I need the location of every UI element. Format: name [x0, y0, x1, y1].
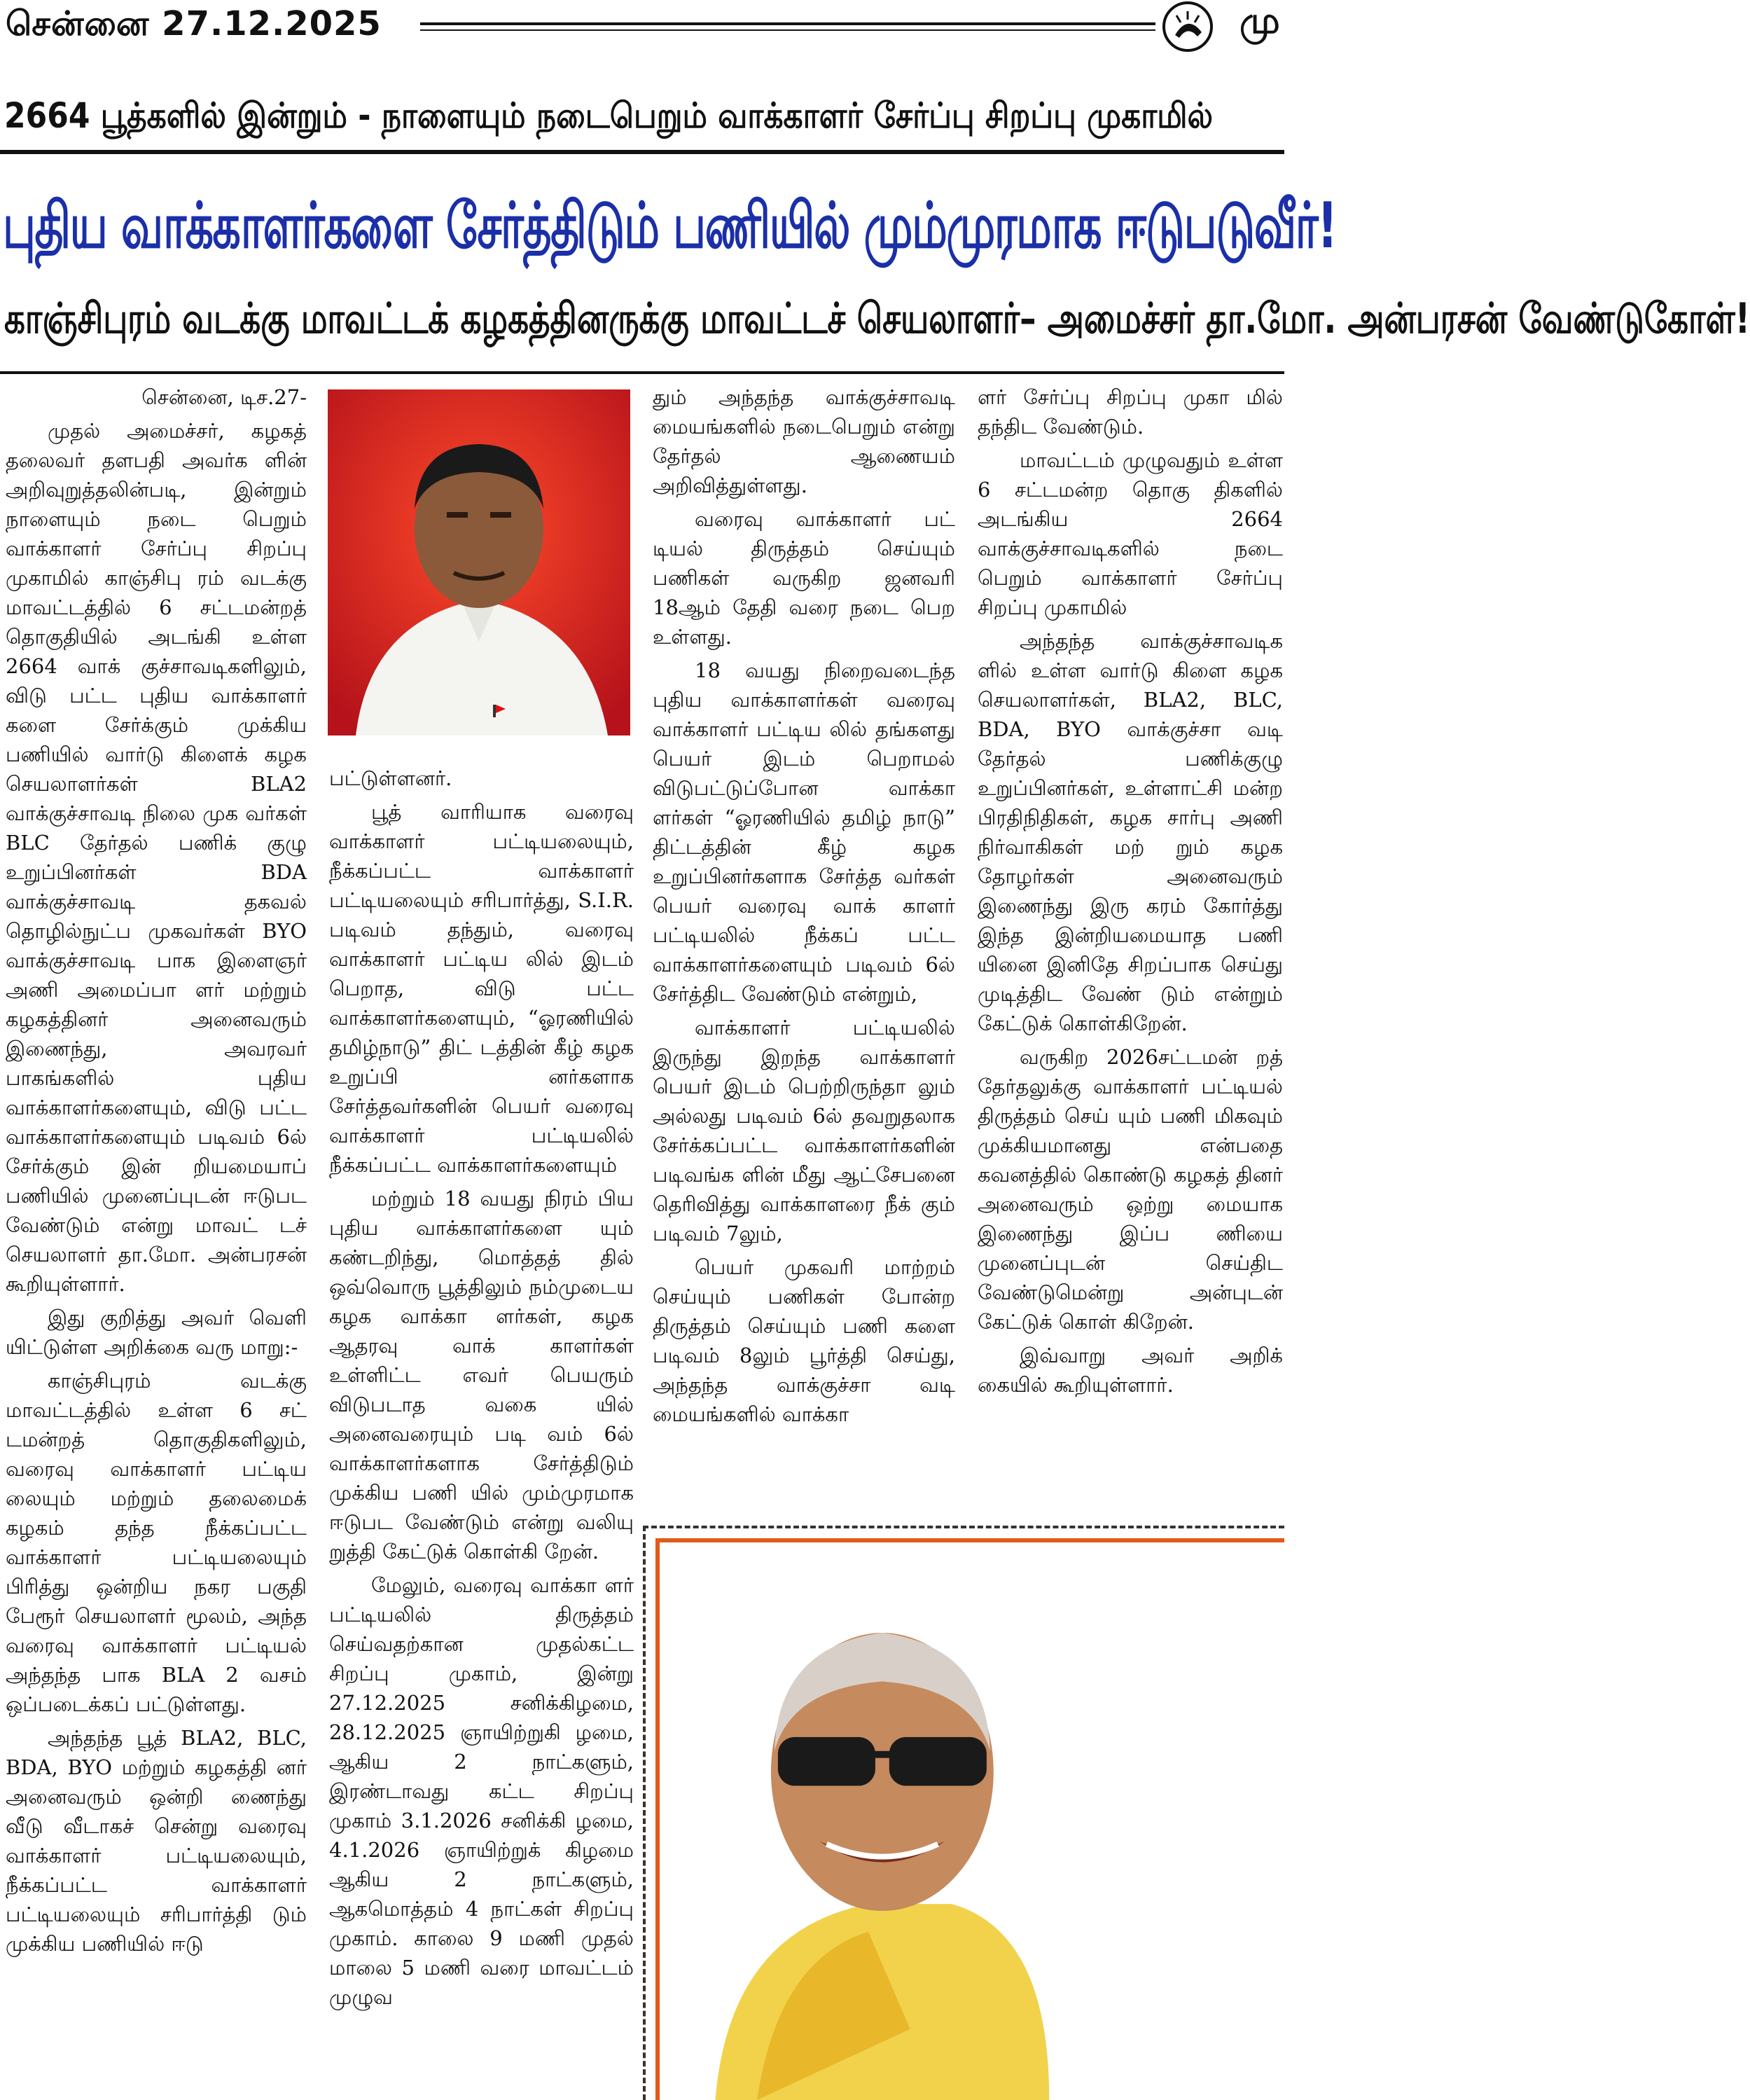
paragraph: இது குறித்து அவர் வெளி யிட்டுள்ள அறிக்கை வரு மாறு:-: [6, 1306, 307, 1359]
article-column-1: [6, 382, 307, 2099]
rising-sun-emblem-icon: [1162, 1, 1213, 52]
paragraph: அந்தந்த வாக்குச்சாவடிக ளில் உள்ள வார்டு கிளை கழக செயலாளர்கள், BLA2, BLC, BDA, BYO வாக்குச்சா வடி தேர்தல் பணிக்குழு உறுப்பினர்கள், உள்ளாட்சி மன்ற பிரதிநிதிகள், கழக சார்பு அணி நிர்வாகிகள் மற் றும் கழக தோழர்கள் அனைவரும் இணைந்து இரு கரம் கோர்த்து இந்த இன்றியமையாத பணி யினை இனிதே சிறப்பாக செய்து முடித்திட வேண் டும் என்றும் கேட்டுக் கொள்கிறேன்.: [978, 629, 1283, 1035]
article-column-3: [653, 382, 955, 1517]
paragraph: மேலும், வரைவு வாக்கா ளர் பட்டியலில் திருத்தம் செய்வதற்கான முதல்கட்ட சிறப்பு முகாம், இன்று 27.12.2025 சனிக்கிழமை, 28.12.2025 ஞாயிற்றுகி ழமை, ஆகிய 2 நாட்களும், இரண்டாவது கட்ட சிறப்பு முகாம் 3.1.2026 சனிக்கி ழமை, 4.1.2026 ஞாயிற்றுக் கிழமை ஆகிய 2 நாட்களும், ஆகமொத்தம் 4 நாட்கள் சிறப்பு முகாம். காலை 9 மணி முதல் மாலை 5 மணி வரை மாவட்டம் முழுவ: [329, 1573, 634, 2009]
sub-headline: காஞ்சிபுரம் வடக்கு மாவட்டக் கழகத்தினருக்கு மாவட்டச் செயலாளர்– அமைச்சர் தா.மோ. அன்பரசன் வேண்டுகோள்!: [4, 294, 1750, 343]
paragraph: வரைவு வாக்காளர் பட் டியல் திருத்தம் செய்யும் பணிகள் வருகிற ஜனவரி 18ஆம் தேதி வரை நடை பெற உள்ளது.: [653, 507, 955, 649]
masthead-city-date: சென்னை 27.12.2025: [6, 4, 382, 43]
masthead-rule: [420, 22, 1155, 25]
paragraph: ளர் சேர்ப்பு சிறப்பு முகா மில் தந்திட வேண்டும்.: [978, 385, 1283, 438]
paragraph: பெயர் முகவரி மாற்றம் செய்யும் பணிகள் போன்ற திருத்தம் செய்யும் பணி களை படிவம் 8லும் பூர்த்தி செய்து, அந்தந்த வாக்குச்சா வடி மையங்களில் வாக்கா: [653, 1255, 955, 1426]
main-headline: புதிய வாக்காளர்களை சேர்த்திடும் பணியில் மும்முரமாக ஈடுபடுவீர்!: [3, 189, 1337, 263]
portrait-photo-leader: [655, 1538, 1284, 2100]
paragraph: அந்தந்த பூத் BLA2, BLC, BDA, BYO மற்றும் கழகத்தி னர் அனைவரும் ஒன்றி ணைந்து வீடு வீடாகச் சென்று வரைவு வாக்காளர் பட்டியலையும், நீக்கப்பட்ட வாக்காளர் பட்டியலையும் சரிபார்த்தி டும் முக்கிய பணியில் ஈடு: [6, 1726, 307, 1956]
paragraph: பூத் வாரியாக வரைவு வாக்காளர் பட்டியலையும், நீக்கப்பட்ட வாக்காளர் பட்டியலையும் சரிபார்த்து, S.I.R. படிவம் தந்தும், வரைவு வாக்காளர் பட்டிய லில் இடம் பெறாத, விடு பட்ட வாக்காளர்களையும், “ஓரணியில் தமிழ்நாடு” திட் டத்தின் கீழ் கழக உறுப்பி னர்களாக சேர்த்தவர்களின் பெயர் வரைவு வாக்காளர் பட்டியலில் நீக்கப்பட்ட வாக்காளர்களையும்: [329, 800, 634, 1177]
paragraph: 18 வயது நிறைவடைந்த புதிய வாக்காளர்கள் வரைவு வாக்காளர் பட்டிய லில் தங்களது பெயர் இடம் பெறாமல் விடுபட்டுப்போன வாக்கா ளர்கள் “ஓரணியில் தமிழ் நாடு” திட்டத்தின் கீழ் கழக உறுப்பினர்களாக சேர்த்த வர்கள் பெயர் வரைவு வாக் காளர் பட்டியலில் நீக்கப் பட்ட வாக்காளர்களையும் படிவம் 6ல் சேர்த்திட வேண்டும் என்றும்,: [653, 658, 955, 1006]
masthead-rule-thin: [420, 29, 1155, 31]
paragraph: வருகிற 2026சட்டமன் றத் தேர்தலுக்கு வாக்காளர் பட்டியல் திருத்தம் செய் யும் பணி மிகவும் முக்கியமானது என்பதை கவனத்தில் கொண்டு கழகத் தினர் அனைவரும் ஒற்று மையாக இணைந்து இப்ப ணியை முனைப்புடன் செய்திட வேண்டுமென்று அன்புடன் கேட்டுக் கொள் கிறேன்.: [978, 1045, 1283, 1334]
paragraph: வாக்காளர் பட்டியலில் இருந்து இறந்த வாக்காளர் பெயர் இடம் பெற்றிருந்தா லும் அல்லது படிவம் 6ல் தவறுதலாக சேர்க்கப்பட்ட வாக்காளர்களின் படிவங்க ளின் மீது ஆட்சேபனை தெரிவித்து வாக்காளரை நீக் கும் படிவம் 7லும்,: [653, 1016, 955, 1245]
paragraph: மாவட்டம் முழுவதும் உள்ள 6 சட்டமன்ற தொகு திகளில் அடங்கிய 2664 வாக்குச்சாவடிகளில் நடை பெறும் வாக்காளர் சேர்ப்பு சிறப்பு முகாமில்: [978, 448, 1283, 619]
paragraph: மற்றும் 18 வயது நிரம் பிய புதிய வாக்காளர்களை யும் கண்டறிந்து, மொத்தத் தில் ஒவ்வொரு பூத்திலும் நம்முடைய கழக வாக்கா ளர்கள், கழக ஆதரவு வாக் காளர்கள் உள்ளிட்ட எவர் பெயரும் விடுபடாத வகை யில் அனைவரையும் படி வம் 6ல் வாக்காளர்களாக சேர்த்திடும் முக்கிய பணி யில் மும்முரமாக ஈடுபட வேண்டும் என்று வலியு றுத்தி கேட்டுக் கொள்கி றேன்.: [329, 1187, 634, 1563]
dateline: சென்னை, டிச.27-: [141, 385, 307, 409]
kicker-headline: 2664 பூத்களில் இன்றும் - நாளையும் நடைபெறும் வாக்காளர் சேர்ப்பு சிறப்பு முகாமில்: [4, 95, 1214, 136]
subheadline-rule: [0, 371, 1284, 374]
paragraph: இவ்வாறு அவர் அறிக் கையில் கூறியுள்ளார்.: [978, 1343, 1283, 1397]
article-column-4: [978, 382, 1283, 1517]
masthead-title-fragment: மு: [1239, 0, 1280, 42]
article-column-2: [329, 764, 634, 2099]
portrait-photo-minister: [328, 389, 630, 735]
headline-rule: [0, 150, 1284, 154]
paragraph: தும் அந்தந்த வாக்குச்சாவடி மையங்களில் நடைபெறும் என்று தேர்தல் ஆணையம் அறிவித்துள்ளது.: [653, 385, 955, 497]
paragraph: முதல் அமைச்சர், கழகத் தலைவர் தளபதி அவர்க ளின் அறிவுறுத்தலின்படி, இன்றும் நாளையும் நடை பெறும் வாக்காளர் சேர்ப்பு சிறப்பு முகாமில் காஞ்சிபு ரம் வடக்கு மாவட்டத்தில் 6 சட்டமன்றத் தொகுதியில் அடங்கி உள்ள 2664 வாக் குச்சாவடிகளிலும், விடு பட்ட புதிய வாக்காளர் களை சேர்க்கும் முக்கிய பணியில் வார்டு கிளைக் கழக செயலாளர்கள் BLA2 வாக்குச்சாவடி நிலை முக வர்கள் BLC தேர்தல் பணிக் குழு உறுப்பினர்கள் BDA வாக்குச்சாவடி தகவல் தொழில்நுட்ப முகவர்கள் BYO வாக்குச்சாவடி பாக இளைஞர் அணி அமைப்பா ளர் மற்றும் கழகத்தினர் அனைவரும் இணைந்து, அவரவர் பாகங்களில் புதிய வாக்காளர்களையும், விடு பட்ட வாக்காளர்களையும் படிவம் 6ல் சேர்க்கும் இன் றியமையாப் பணியில் முனைப்புடன் ஈடுபட வேண்டும் என்று மாவட் டச் செயலாளர் தா.மோ. அன்பரசன் கூறியுள்ளார்.: [6, 419, 307, 1296]
paragraph: காஞ்சிபுரம் வடக்கு மாவட்டத்தில் உள்ள 6 சட் டமன்றத் தொகுதிகளிலும், வரைவு வாக்காளர் பட்டிய லையும் மற்றும் தலைமைக் கழகம் தந்த நீக்கப்பட்ட வாக்காளர் பட்டியலையும் பிரித்து ஒன்றிய நகர பகுதி பேரூர் செயலாளர் மூலம், அந்த வரைவு வாக்காளர் பட்டியல் அந்தந்த பாக BLA 2 வசம் ஒப்படைக்கப் பட்டுள்ளது.: [6, 1369, 307, 1716]
paragraph: பட்டுள்ளனர்.: [329, 766, 452, 790]
